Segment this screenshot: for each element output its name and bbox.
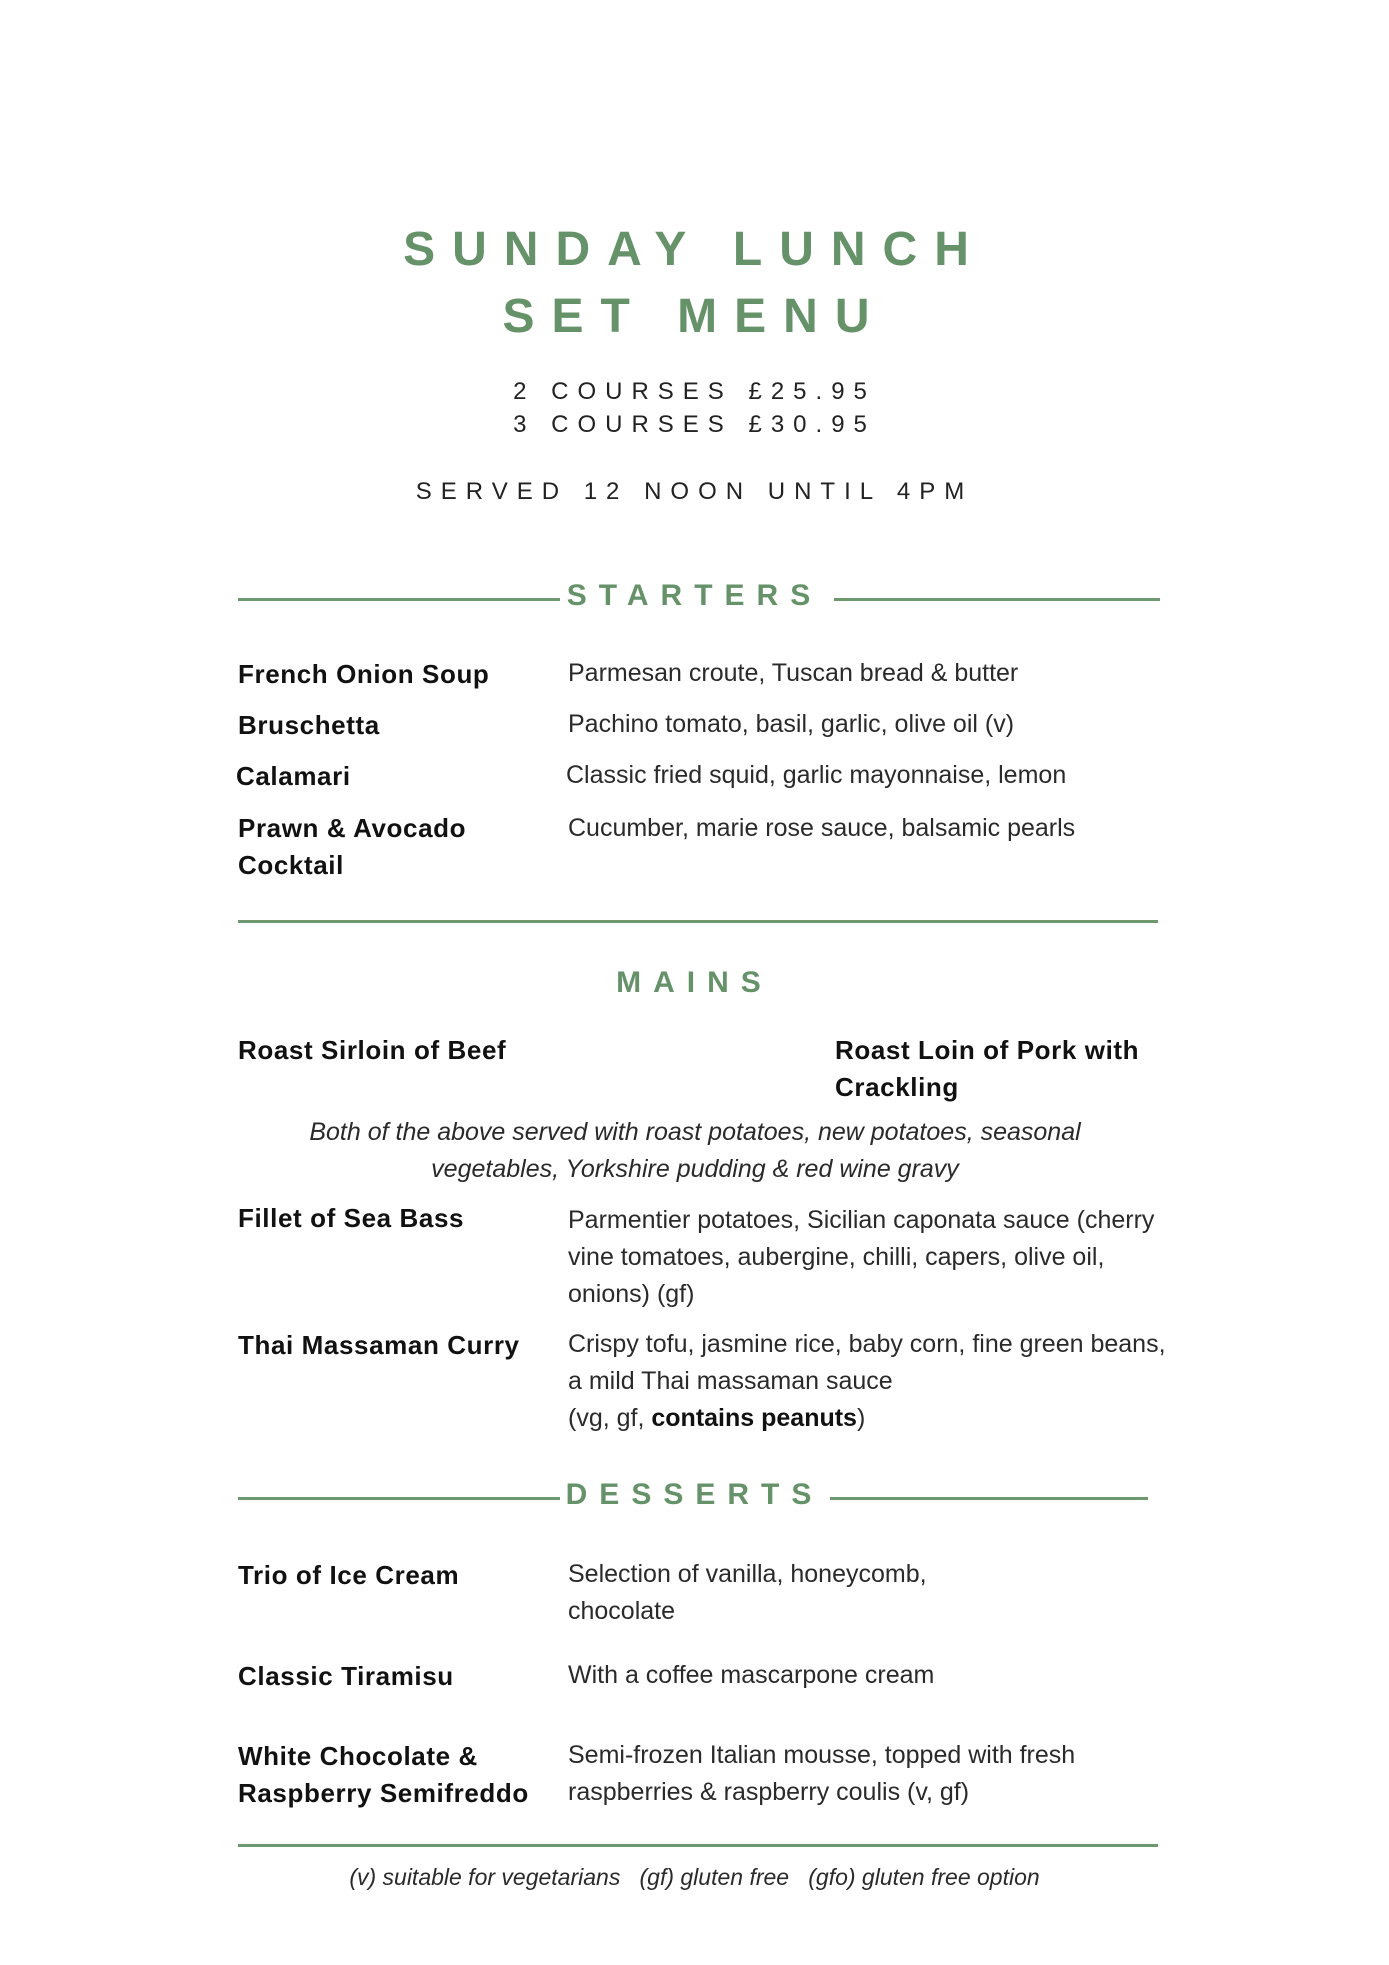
desserts-heading: DESSERTS	[565, 1478, 824, 1511]
dessert-name: Classic Tiramisu	[238, 1661, 454, 1691]
main-name: Thai Massaman Curry	[238, 1330, 520, 1360]
dessert-desc: With a coffee mascarpone cream	[568, 1661, 935, 1689]
starter-desc: Classic fried squid, garlic mayonnaise, lemon	[566, 761, 1067, 789]
dietary-legend: (v) suitable for vegetarians (gf) gluten free (gfo) gluten free option	[349, 1864, 1040, 1890]
starter-name: French Onion Soup	[238, 659, 490, 689]
dessert-name: Trio of Ice Cream	[238, 1560, 460, 1590]
main-roast-beef: Roast Sirloin of Beef	[238, 1035, 507, 1065]
dessert-desc: Selection of vanilla, honeycomb, chocolate	[568, 1560, 927, 1625]
roast-accompaniments-note: Both of the above served with roast potatoes, new potatoes, seasonal vegetables, Yorkshire pudding & red wine gravy	[309, 1118, 1081, 1183]
starter-desc: Pachino tomato, basil, garlic, olive oil (v)	[568, 710, 1015, 738]
footer-divider	[238, 1844, 1158, 1847]
dietary-prefix: (vg, gf,	[568, 1404, 652, 1432]
starter-name: Calamari	[236, 761, 351, 791]
allergen-warning: contains peanuts	[651, 1404, 857, 1432]
main-roast-pork: Roast Loin of Pork with Crackling	[835, 1035, 1140, 1102]
starter-name: Prawn & Avocado Cocktail	[238, 813, 467, 880]
main-desc-text: Crispy tofu, jasmine rice, baby corn, fine green beans, a mild Thai massaman sauce	[568, 1330, 1166, 1395]
menu-title-line2: SET MENU	[502, 290, 887, 343]
mains-heading: MAINS	[616, 966, 773, 999]
section-divider	[238, 920, 1158, 923]
main-name: Fillet of Sea Bass	[238, 1203, 465, 1233]
starters-heading: STARTERS	[566, 579, 823, 612]
starter-desc: Cucumber, marie rose sauce, balsamic pearls	[568, 814, 1076, 842]
dessert-name: White Chocolate & Raspberry Semifreddo	[238, 1741, 529, 1808]
price-three-courses: 3 COURSES £30.95	[513, 411, 876, 438]
dessert-desc: Semi-frozen Italian mousse, topped with fresh raspberries & raspberry coulis (v, gf)	[568, 1741, 1076, 1806]
menu-title-line1: SUNDAY LUNCH	[403, 223, 986, 276]
dietary-suffix: )	[856, 1404, 866, 1432]
starter-desc: Parmesan croute, Tuscan bread & butter	[568, 659, 1019, 687]
starters-rule-right	[834, 598, 1160, 601]
main-desc	[568, 1326, 1168, 1437]
desserts-rule-right	[830, 1497, 1148, 1500]
main-desc: Parmentier potatoes, Sicilian caponata sauce (cherry vine tomatoes, aubergine, chilli, capers, olive oil, onions) (gf)	[568, 1206, 1155, 1308]
price-two-courses: 2 COURSES £25.95	[513, 378, 876, 405]
starter-name: Bruschetta	[238, 710, 380, 740]
service-hours: SERVED 12 NOON UNTIL 4PM	[415, 478, 974, 505]
